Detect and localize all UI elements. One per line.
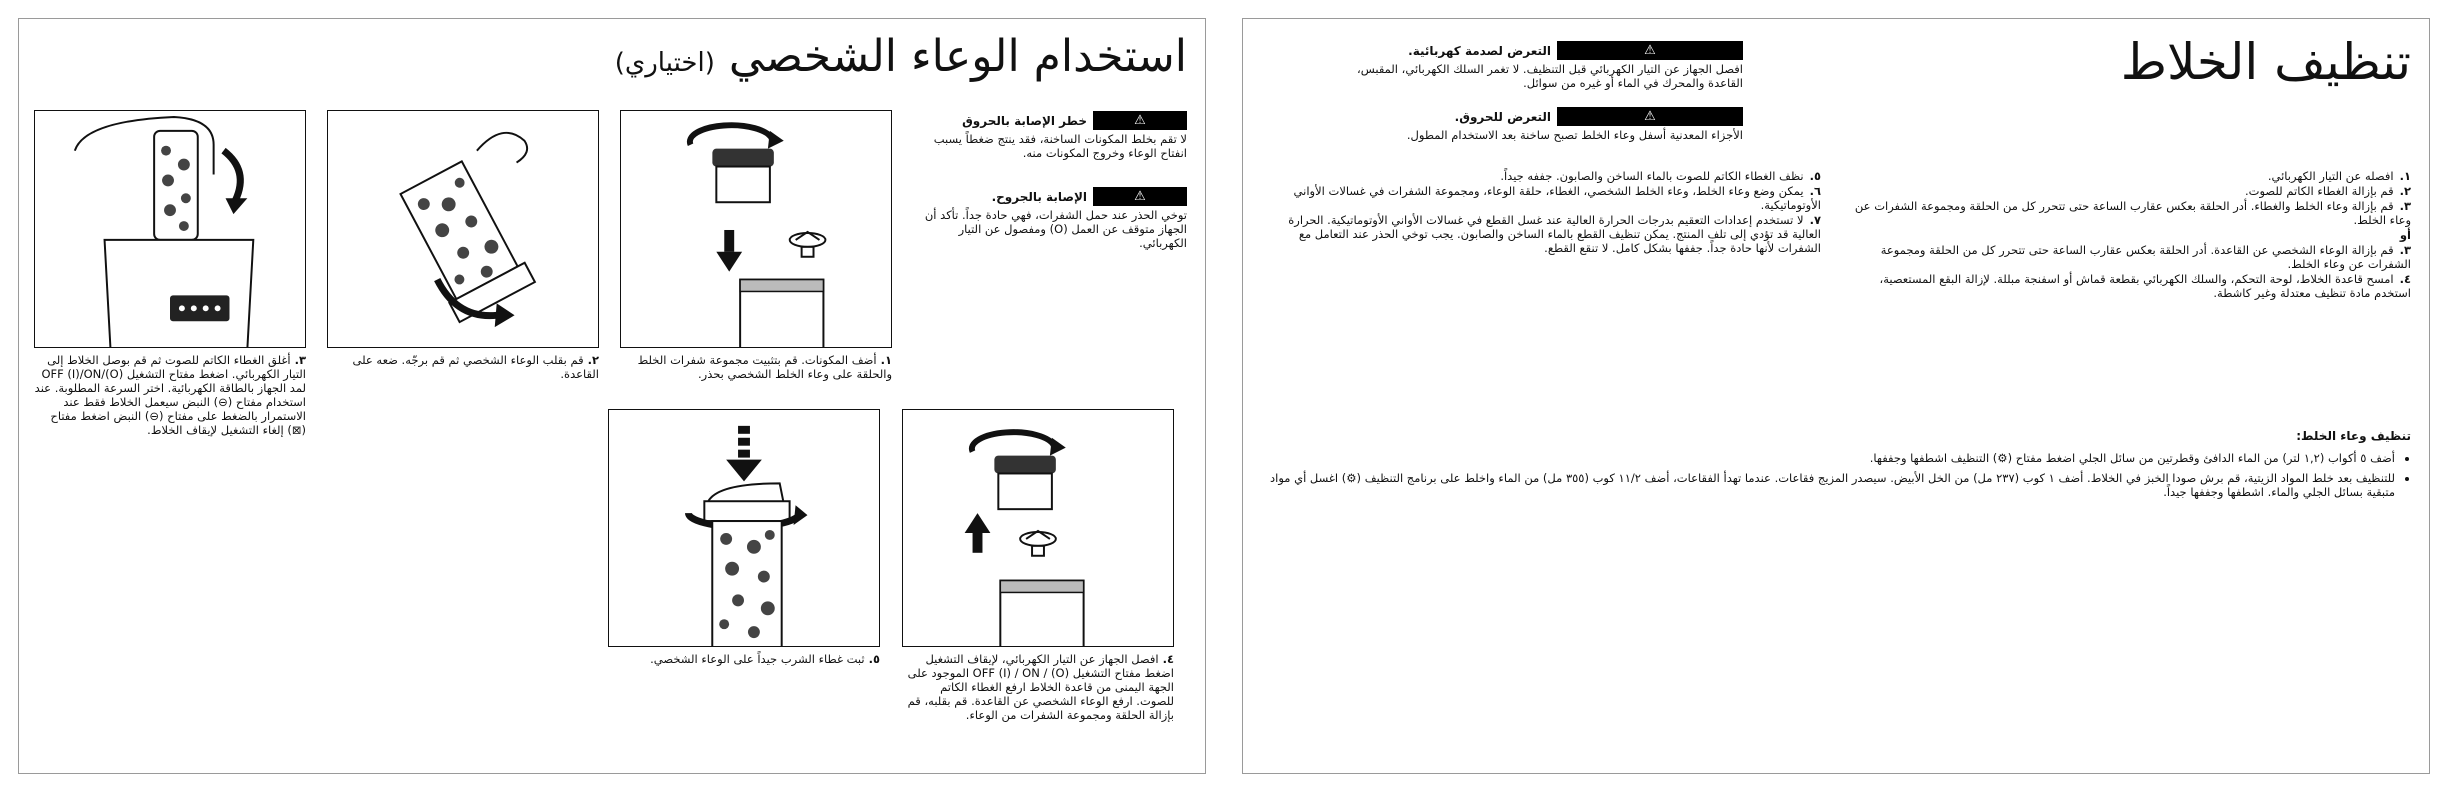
warning-triangle-icon: ⚠ [1093, 111, 1187, 130]
step-item [1261, 184, 1821, 212]
section-title-cleaning-container: تنظيف وعاء الخلط: [2296, 429, 2411, 443]
title-optional: (اختياري) [614, 48, 715, 78]
page-title [615, 31, 1187, 82]
step-text: نظف الغطاء الكاتم للصوت بالماء الساخن والصابون. جففه جيداً. [1500, 169, 1804, 183]
step-text: امسح قاعدة الخلاط، لوحة التحكم، والسلك الكهربائي بقطعة قماش أو اسفنجة مبللة. لإزالة البقع المستعصية، استخدم مادة تنظيف معتدلة وغير كاشطة. [1879, 272, 2411, 300]
title-text: استخدام الوعاء الشخصي [728, 31, 1187, 82]
right-page [1242, 18, 2430, 774]
caption-step-3 [34, 353, 306, 437]
step-number: ١. [880, 353, 892, 367]
step-text: أضف المكونات. قم بتثبيت مجموعة شفرات الخلط والحلقة على وعاء الخلط الشخصي بحذر. [637, 353, 892, 381]
warning-text: لا تقم بخلط المكونات الساخنة، فقد ينتج ضغطاً يسبب انفتاح الوعاء وخروج المكونات منه. [933, 132, 1187, 160]
warning-electric-shock [1323, 41, 1743, 90]
figure-step-4 [902, 409, 1174, 647]
step-number: ٥. [1809, 169, 1821, 183]
warning-title: التعرض للحروق. [1454, 109, 1551, 124]
warning-title: خطر الإصابة بالحروق [962, 113, 1087, 128]
figure-step-5 [608, 409, 880, 647]
figure-step-1 [620, 110, 892, 348]
step-item [1261, 213, 1821, 255]
step-item-or [1841, 228, 2411, 242]
step-text: قم بإزالة الوعاء الشخصي عن القاعدة. أدر الحلقة بعكس عقارب الساعة حتى تتحرر كل من الحلقة ومجموعة الشفرات عن وعاء الخلط. [1880, 243, 2411, 271]
warning-triangle-icon: ⚠ [1557, 41, 1743, 60]
warning-burns [1323, 107, 1743, 142]
step-text: افصل الجهاز عن التيار الكهربائي، لإيقاف التشغيل اضغط مفتاح التشغيل (O) / OFF (I) / ON الموجود على الجهة اليمنى من قاعدة الخلاط ارفع الغطاء الكاتم للصوت. ارفع الوعاء الشخصي عن القاعدة. قم بقلبه، قم بإزالة الحلقة ومجموعة الشفرات من الوعاء. [907, 652, 1174, 722]
caption-step-1 [620, 353, 892, 381]
figure-step-2 [327, 110, 599, 348]
left-page [18, 18, 1206, 774]
step-text: أغلق الغطاء الكاتم للصوت ثم قم بوصل الخلاط إلى التيار الكهربائي. اضغط مفتاح التشغيل (O)/OFF (I)/ON لمد الجهاز بالطاقة الكهربائية. اختر السرعة المطلوبة. عند استخدام مفتاح (⊖) النبض سيعمل الخلاط فقط عند الاستمرار بالضغط على مفتاح (⊖) النبض اضغط مفتاح (⊠) إلغاء التشغيل لإيقاف الخلاط. [34, 353, 306, 437]
step-number: ٥. [868, 652, 880, 666]
cleaning-steps-col2 [1261, 169, 1821, 256]
warning-title: الإصابة بالجروح. [991, 189, 1087, 204]
warning-text: الأجزاء المعدنية أسفل وعاء الخلط تصبح ساخنة بعد الاستخدام المطول. [1406, 128, 1743, 142]
step-number: ٤. [2399, 272, 2411, 286]
step-number: ٧. [1809, 213, 1821, 227]
step-number: ١. [2399, 169, 2411, 183]
step-number: ٤. [1162, 652, 1174, 666]
cleaning-bullets [1255, 451, 2411, 505]
warning-burns [909, 111, 1187, 160]
step-item [1841, 272, 2411, 300]
warning-text: توخي الحذر عند حمل الشفرات، فهي حادة جداً. تأكد أن الجهاز متوقف عن العمل (O) ومفصول عن التيار الكهربائي. [924, 208, 1187, 250]
step-text: يمكن وضع وعاء الخلط، وعاء الخلط الشخصي، الغطاء، حلقة الوعاء، ومجموعة الشفرات في غسالات الأواني الأوتوماتيكية. [1293, 184, 1821, 212]
warning-cuts [909, 187, 1187, 250]
step-item [1841, 199, 2411, 227]
step-text: افصله عن التيار الكهربائي. [2267, 169, 2394, 183]
step-number: ٣. [2399, 243, 2411, 257]
step-number: ٦. [1809, 184, 1821, 198]
or-label: أو [2399, 228, 2411, 242]
step-text: قم بقلب الوعاء الشخصي ثم قم برجّه. ضعه على القاعدة. [352, 353, 599, 381]
step-item [1841, 169, 2411, 183]
step-item [1261, 169, 1821, 183]
step-number: ٣. [294, 353, 306, 367]
step-number: ٢. [587, 353, 599, 367]
step-text: قم بإزالة الغطاء الكاتم للصوت. [2244, 184, 2394, 198]
warning-title: التعرض لصدمة كهربائية. [1408, 43, 1551, 58]
step-number: ٢. [2399, 184, 2411, 198]
step-item [1841, 243, 2411, 271]
cleaning-steps-col1 [1841, 169, 2411, 301]
step-number: ٣. [2399, 199, 2411, 213]
bullet-item: • للتنظيف بعد خلط المواد الزيتية، قم برش صودا الخبز في الخلاط. أضف ١ كوب (٢٣٧ مل) من الخل الأبيض. سيصدر المزيج فقاعات. عندما تهدأ الفقاعات، أضف ١١/٢ كوب (٣٥٥ مل) من الماء واخلط على برنامج التنظيف (⚙) اغسل أي مواد متبقية بسائل الجلي والماء. اشطفها وجففها جيداً. [1255, 471, 2395, 499]
step-text: ثبت غطاء الشرب جيداً على الوعاء الشخصي. [650, 652, 865, 666]
figure-step-3 [34, 110, 306, 348]
caption-step-2 [327, 353, 599, 381]
step-text: قم بإزالة وعاء الخلط والغطاء. أدر الحلقة بعكس عقارب الساعة حتى تتحرر كل من الحلقة ومجموعة الشفرات عن وعاء الخلط. [1854, 199, 2411, 227]
warning-triangle-icon: ⚠ [1557, 107, 1743, 126]
caption-step-4 [902, 652, 1174, 722]
warning-triangle-icon: ⚠ [1093, 187, 1187, 206]
step-item [1841, 184, 2411, 198]
step-text: لا تستخدم إعدادات التعقيم بدرجات الحرارة العالية عند غسل القطع في غسالات الأواني الأوتوماتيكية. الحرارة العالية قد تؤدي إلى تلف المنتج. يمكن تنظيف القطع بالماء الساخن والصابون. يجب توخي الحذر عند التعامل مع الشفرات لأنها حادة جداً. جففها بشكل كامل. لا تنقع القطع. [1288, 213, 1821, 255]
warning-text: افصل الجهاز عن التيار الكهربائي قبل التنظيف. لا تغمر السلك الكهربائي، المقبس، القاعدة والمحرك في الماء أو غيره من سوائل. [1356, 62, 1743, 90]
bullet-item: • أضف ٥ أكواب (١,٢ لتر) من الماء الدافئ وقطرتين من سائل الجلي اضغط مفتاح (⚙) التنظيف اشطفها وجففها. [1255, 451, 2395, 465]
caption-step-5 [608, 652, 880, 666]
page-title: تنظيف الخلاط [2120, 33, 2411, 91]
